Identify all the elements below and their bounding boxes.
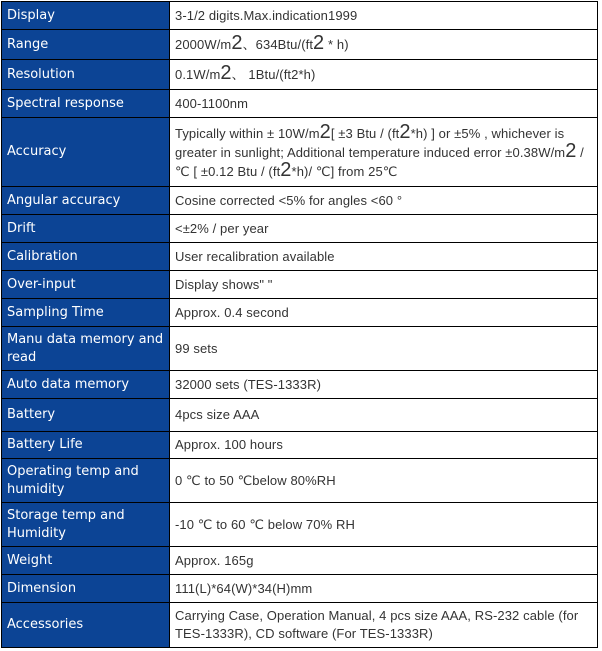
spec-row-resolution xyxy=(2,60,597,90)
spec-value: Carrying Case, Operation Manual, 4 pcs size AAA, RS-232 cable (for TES-1333R), CD software (For TES-1333R) xyxy=(170,603,597,647)
spec-label: Weight xyxy=(2,547,170,575)
spec-value: Display shows" " xyxy=(170,271,597,299)
spec-value: -10 ℃ to 60 ℃ below 70% RH xyxy=(170,503,597,547)
spec-value xyxy=(170,60,597,90)
spec-value: Approx. 0.4 second xyxy=(170,299,597,327)
spec-label: Battery Life xyxy=(2,432,170,459)
spec-label: Over-input xyxy=(2,271,170,299)
spec-row-spectral-response xyxy=(2,90,597,118)
value-text: [ ±3 Btu / (ft xyxy=(330,125,400,141)
spec-label: Storage temp and Humidity xyxy=(2,503,170,547)
spec-value xyxy=(170,118,597,187)
spec-value: 99 sets xyxy=(170,327,597,371)
spec-row-accessories xyxy=(2,603,597,647)
value-text: *h) ] or ±5% , whichever is greater in sunlight; Additional temperature induced error ±0.38W/m xyxy=(175,125,566,160)
spec-value xyxy=(170,30,597,60)
spec-label: Accuracy xyxy=(2,118,170,187)
superscript-two: 2 xyxy=(399,120,411,143)
superscript-two: 2 xyxy=(313,32,325,54)
superscript-two: 2 xyxy=(231,32,243,54)
value-text: 、634Btu/(ft xyxy=(242,37,314,52)
spec-table xyxy=(1,1,598,648)
value-text: 2000W/m xyxy=(175,37,232,52)
spec-value: 4pcs size AAA xyxy=(170,399,597,432)
spec-row-battery-life xyxy=(2,432,597,459)
spec-row-angular-accuracy xyxy=(2,187,597,215)
value-text: 、 1Btu/(ft2*h) xyxy=(231,67,316,82)
spec-row-display xyxy=(2,2,597,30)
spec-row-drift xyxy=(2,215,597,243)
spec-value: <±2% / per year xyxy=(170,215,597,243)
superscript-two: 2 xyxy=(280,158,292,181)
spec-row-sampling-time xyxy=(2,299,597,327)
spec-row-operating-temp xyxy=(2,459,597,503)
spec-label: Resolution xyxy=(2,60,170,90)
value-text: * h) xyxy=(324,37,349,52)
spec-row-manu-data-memory xyxy=(2,327,597,371)
spec-value: Cosine corrected <5% for angles <60 ° xyxy=(170,187,597,215)
spec-row-auto-data-memory xyxy=(2,371,597,399)
spec-row-over-input xyxy=(2,271,597,299)
spec-label: Battery xyxy=(2,399,170,432)
spec-row-weight xyxy=(2,547,597,575)
spec-value: 400-1100nm xyxy=(170,90,597,118)
value-text: / ℃ [ ±0.12 Btu / (ft xyxy=(175,144,584,179)
spec-row-range xyxy=(2,30,597,60)
value-text: Typically within ± 10W/m xyxy=(175,125,320,141)
spec-label: Auto data memory xyxy=(2,371,170,399)
superscript-two: 2 xyxy=(565,139,577,162)
spec-label: Calibration xyxy=(2,243,170,271)
spec-value: Approx. 100 hours xyxy=(170,432,597,459)
spec-label: Dimension xyxy=(2,575,170,603)
spec-value: 32000 sets (TES-1333R) xyxy=(170,371,597,399)
spec-label: Sampling Time xyxy=(2,299,170,327)
spec-row-accuracy xyxy=(2,118,597,187)
value-text: *h)/ ℃] from 25℃ xyxy=(291,163,398,179)
spec-row-battery xyxy=(2,399,597,432)
spec-row-calibration xyxy=(2,243,597,271)
spec-value: User recalibration available xyxy=(170,243,597,271)
spec-label: Display xyxy=(2,2,170,30)
spec-label: Accessories xyxy=(2,603,170,647)
spec-row-dimension xyxy=(2,575,597,603)
value-text: 0.1W/m xyxy=(175,67,221,82)
spec-label: Operating temp and humidity xyxy=(2,459,170,503)
spec-label: Angular accuracy xyxy=(2,187,170,215)
spec-value: 0 ℃ to 50 ℃below 80%RH xyxy=(170,459,597,503)
spec-value: 3-1/2 digits.Max.indication1999 xyxy=(170,2,597,30)
spec-label: Manu data memory and read xyxy=(2,327,170,371)
spec-label: Drift xyxy=(2,215,170,243)
superscript-two: 2 xyxy=(220,62,232,84)
spec-label: Range xyxy=(2,30,170,60)
spec-label: Spectral response xyxy=(2,90,170,118)
spec-value: Approx. 165g xyxy=(170,547,597,575)
superscript-two: 2 xyxy=(319,120,331,143)
spec-row-storage-temp xyxy=(2,503,597,547)
spec-value: 111(L)*64(W)*34(H)mm xyxy=(170,575,597,603)
